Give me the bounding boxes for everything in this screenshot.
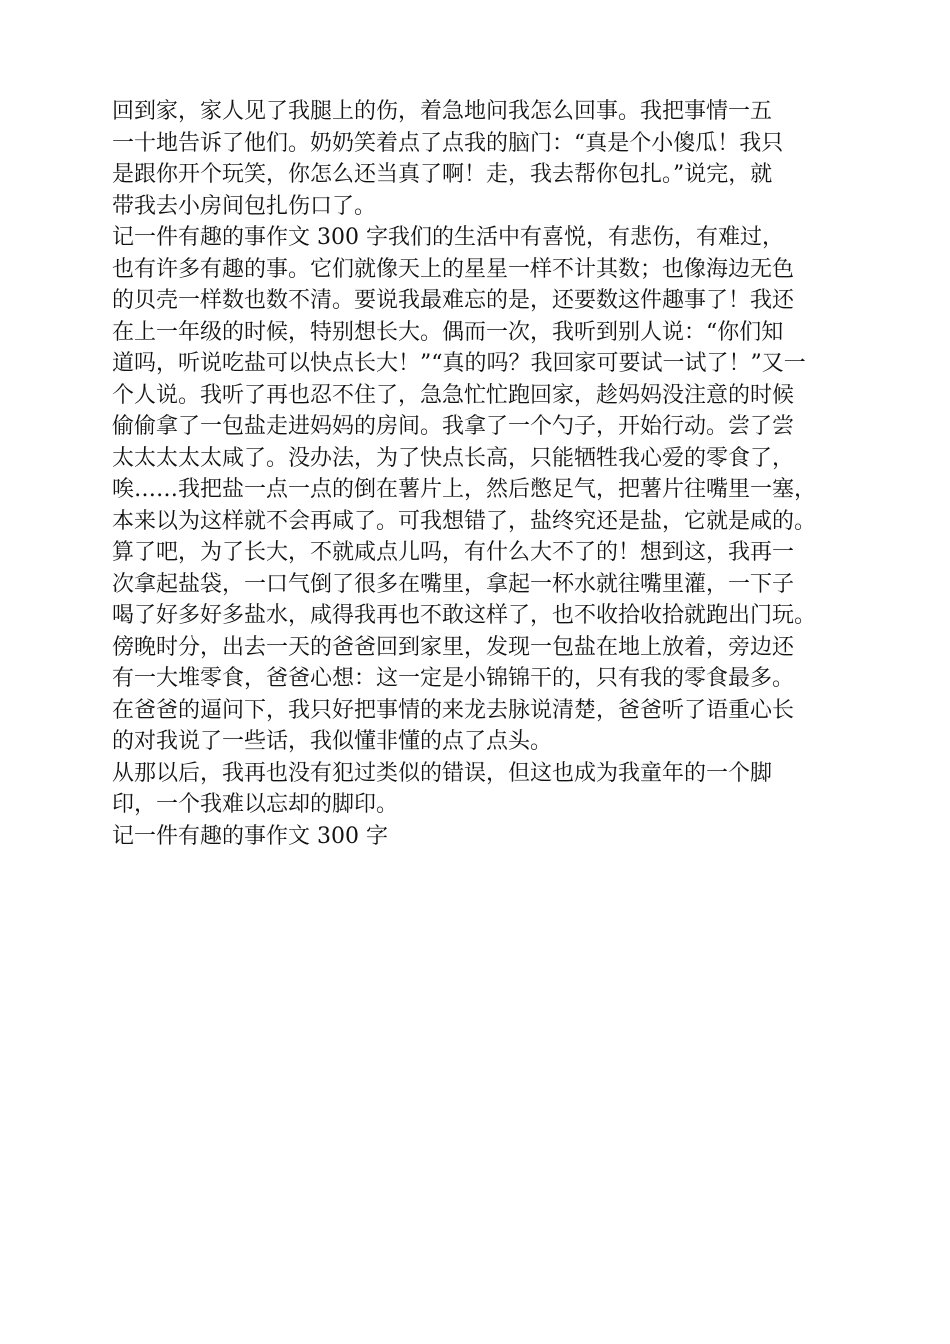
text-line-7: 的贝壳一样数也数不清。要说我最难忘的是，还要数这件趣事了！我还: [112, 288, 795, 313]
text-line-2: 一十地告诉了他们。奶奶笑着点了点我的脑门：“真是个小傻瓜！我只: [112, 130, 784, 156]
text-line-11: 偷偷拿了一包盐走进妈妈的房间。我拿了一个勺子，开始行动。尝了尝: [112, 414, 795, 439]
text-line-6: 也有许多有趣的事。它们就像天上的星星一样不计其数；也像海边无色: [112, 256, 795, 282]
document-body: [112, 96, 852, 852]
text-line-9: 道吗，听说吃盐可以快点长大！”“真的吗？我回家可要试一试了！”又一: [112, 351, 806, 376]
text-line-20: 在爸爸的逼问下，我只好把事情的来龙去脉说清楚，爸爸听了语重心长: [112, 697, 795, 723]
text-line-5: 记一件有趣的事作文 300 字我们的生活中有喜悦，有悲伤，有难过，: [112, 225, 784, 250]
text-line-4: 带我去小房间包扎伤口了。: [112, 193, 377, 219]
text-line-1: 回到家，家人见了我腿上的伤，着急地问我怎么回事。我把事情一五: [112, 99, 773, 124]
text-line-17: 喝了好多好多盐水，咸得我再也不敢这样了，也不收拾收拾就跑出门玩。: [112, 603, 817, 628]
text-line-19: 有一大堆零食，爸爸心想：这一定是小锦锦干的，只有我的零食最多。: [112, 666, 795, 691]
text-line-8: 在上一年级的时候，特别想长大。偶而一次，我听到别人说：“你们知: [112, 319, 784, 345]
text-line-3: 是跟你开个玩笑，你怎么还当真了啊！走，我去帮你包扎。”说完，就: [112, 162, 773, 187]
text-line-24: 记一件有趣的事作文 300 字: [112, 823, 388, 849]
text-line-16: 次拿起盐袋，一口气倒了很多在嘴里，拿起一杯水就往嘴里灌，一下子: [112, 571, 795, 597]
text-line-14: 本来以为这样就不会再咸了。可我想错了，盐终究还是盐，它就是咸的。: [112, 508, 817, 534]
text-line-22: 从那以后，我再也没有犯过类似的错误，但这也成为我童年的一个脚: [112, 760, 773, 786]
text-line-21: 的对我说了一些话，我似懂非懂的点了点头。: [112, 729, 553, 754]
text-line-18: 傍晚时分，出去一天的爸爸回到家里，发现一包盐在地上放着，旁边还: [112, 634, 795, 660]
text-line-23: 印，一个我难以忘却的脚印。: [112, 792, 399, 817]
text-line-15: 算了吧，为了长大，不就咸点儿吗，有什么大不了的！想到这，我再一: [112, 540, 795, 565]
text-line-10: 个人说。我听了再也忍不住了，急急忙忙跑回家，趁妈妈没注意的时候: [112, 382, 795, 408]
text-line-12: 太太太太太咸了。没办法，为了快点长高，只能牺牲我心爱的零食了，: [112, 445, 795, 471]
text-line-13: 唉……我把盐一点一点的倒在薯片上，然后憋足气，把薯片往嘴里一塞，: [112, 477, 817, 502]
